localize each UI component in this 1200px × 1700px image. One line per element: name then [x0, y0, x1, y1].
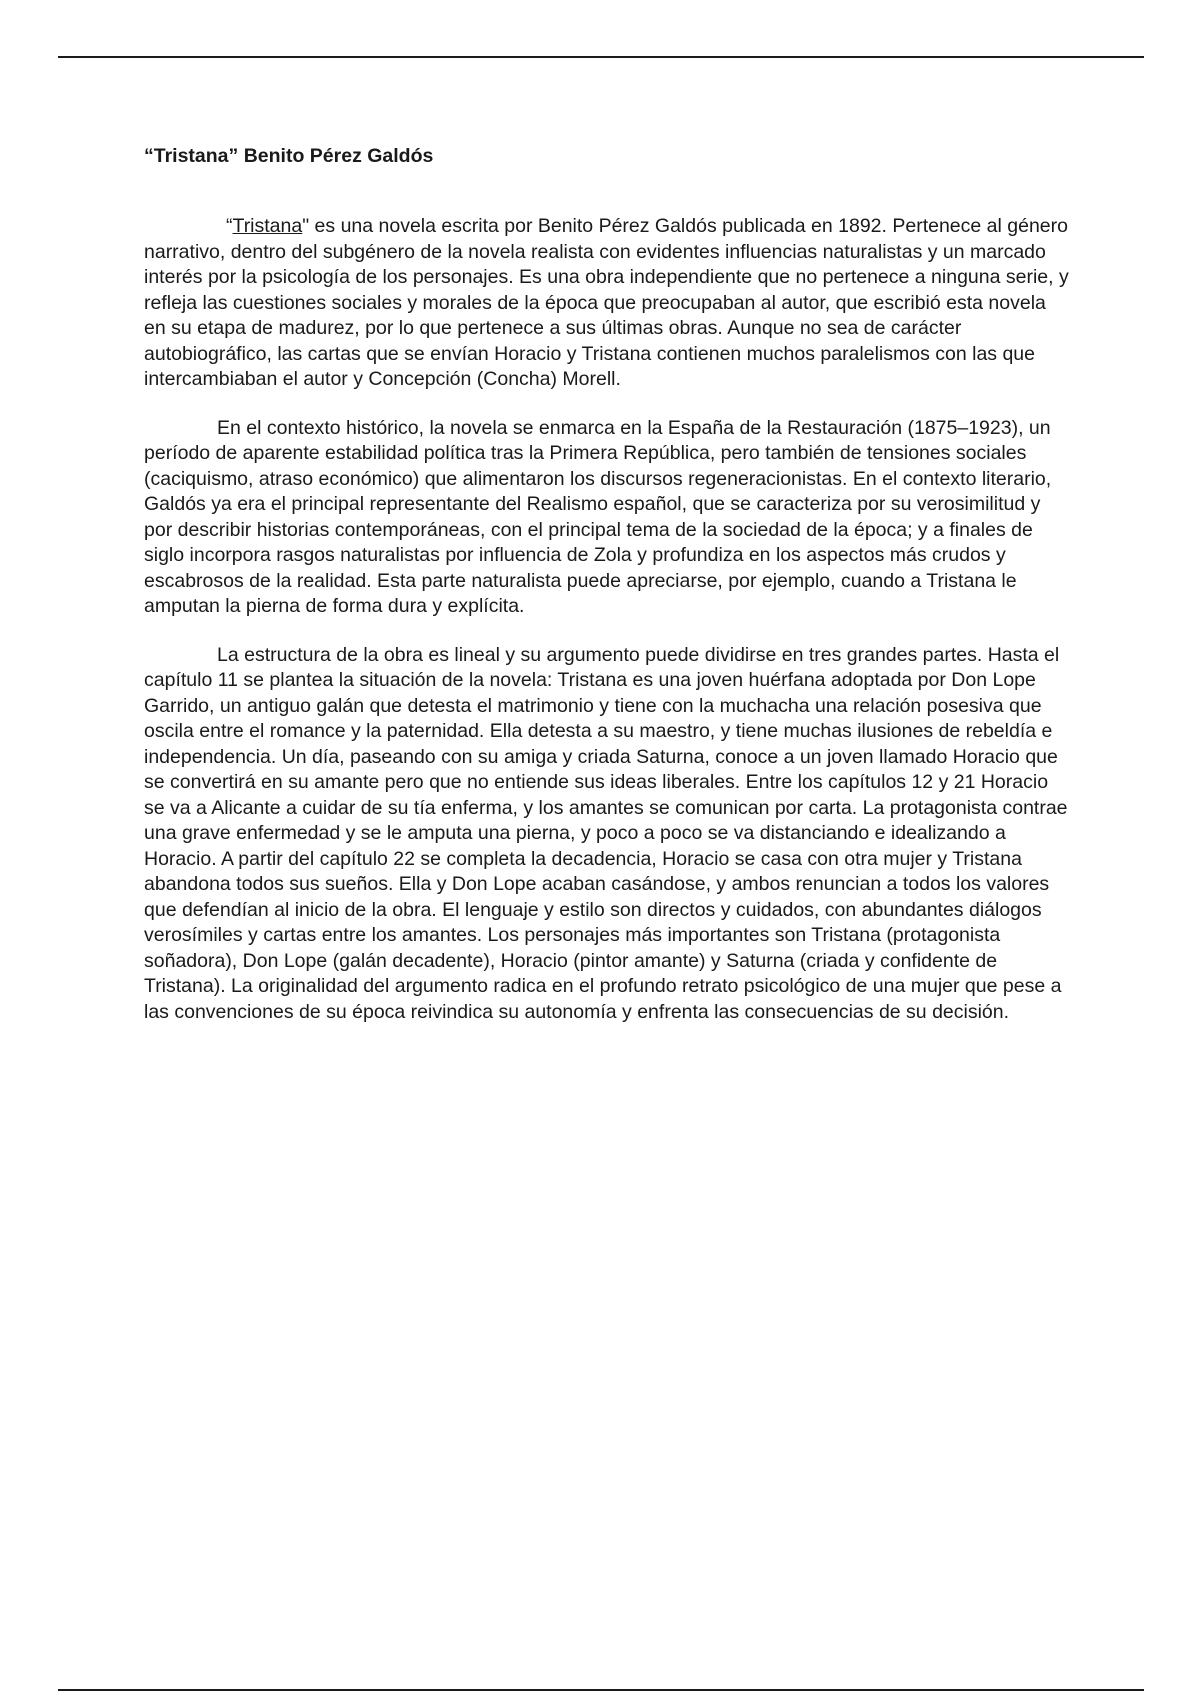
paragraph-structure: La estructura de la obra es lineal y su argumento puede dividirse en tres grandes partes. Hasta el capítulo 11 se plantea la situación de la novela: Tristana es una joven huérfana adoptada por Don Lope Garrido, un antiguo galán que detesta el matrimonio y tiene con la muchacha una relación posesiva que oscila entre el romance y la paternidad. Ella detesta a su maestro, y tiene muchas ilusiones de rebeldía e independencia. Un día, paseando con su amiga y criada Saturna, conoce a un joven llamado Horacio que se convertirá en su amante pero que no entiende sus ideas liberales. Entre los capítulos 12 y 21 Horacio se va a Alicante a cuidar de su tía enferma, y los amantes se comunican por carta. La protagonista contrae una grave enfermedad y se le amputa una pierna, y poco a poco se va distanciando e idealizando a Horacio. A partir del capítulo 22 se completa la decadencia, Horacio se casa con otra mujer y Tristana abandona todos sus sueños. Ella y Don Lope acaban casándose, y ambos renuncian a todos los valores que defendían al inicio de la obra. El lenguaje y estilo son directos y cuidados, con abundantes diálogos verosímiles y cartas entre los amantes. Los personajes más importantes son Tristana (protagonista soñadora), Don Lope (galán decadente), Horacio (pintor amante) y Saturna (criada y confidente de Tristana). La originalidad del argumento radica en el profundo retrato psicológico de una mujer que pese a las convenciones de su época reivindica su autonomía y enfrenta las consecuencias de su decisión. [144, 643, 1068, 1023]
header-rule [58, 56, 1144, 58]
document-title: “Tristana” Benito Pérez Galdós [144, 145, 434, 167]
open-quote: “ [226, 215, 233, 237]
paragraph-intro [144, 214, 1069, 393]
document-body [144, 142, 1069, 1048]
underlined-title-word: Tristana [232, 215, 303, 237]
paragraph-intro-text: " es una novela escrita por Benito Pérez Galdós publicada en 1892. Pertenece al género narrativo, dentro del subgénero de la novela realista con evidentes influencias naturalistas y un marcado interés por la psicología de los personajes. Es una obra independiente que no pertenece a ninguna serie, y refleja las cuestiones sociales y morales de la época que preocupaban al autor, que escribió esta novela en su etapa de madurez, por lo que pertenece a sus últimas obras. Aunque no sea de carácter autobiográfico, las cartas que se envían Horacio y Tristana contienen muchos paralelismos con las que intercambiaban el autor y Concepción (Concha) Morell. [144, 215, 1069, 390]
footer-rule [58, 1689, 1144, 1691]
paragraph-context: En el contexto histórico, la novela se enmarca en la España de la Restauración (1875–1923), un período de aparente estabilidad política tras la Primera República, pero también de tensiones sociales (caciquismo, atraso económico) que alimentaron los discursos regeneracionistas. En el contexto literario, Galdós ya era el principal representante del Realismo español, que se caracteriza por su verosimilitud y por describir historias contemporáneas, con el principal tema de la sociedad de la época; y a finales de siglo incorpora rasgos naturalistas por influencia de Zola y profundiza en los aspectos más crudos y escabrosos de la realidad. Esta parte naturalista puede apreciarse, por ejemplo, cuando a Tristana le amputan la pierna de forma dura y explícita. [144, 416, 1052, 617]
